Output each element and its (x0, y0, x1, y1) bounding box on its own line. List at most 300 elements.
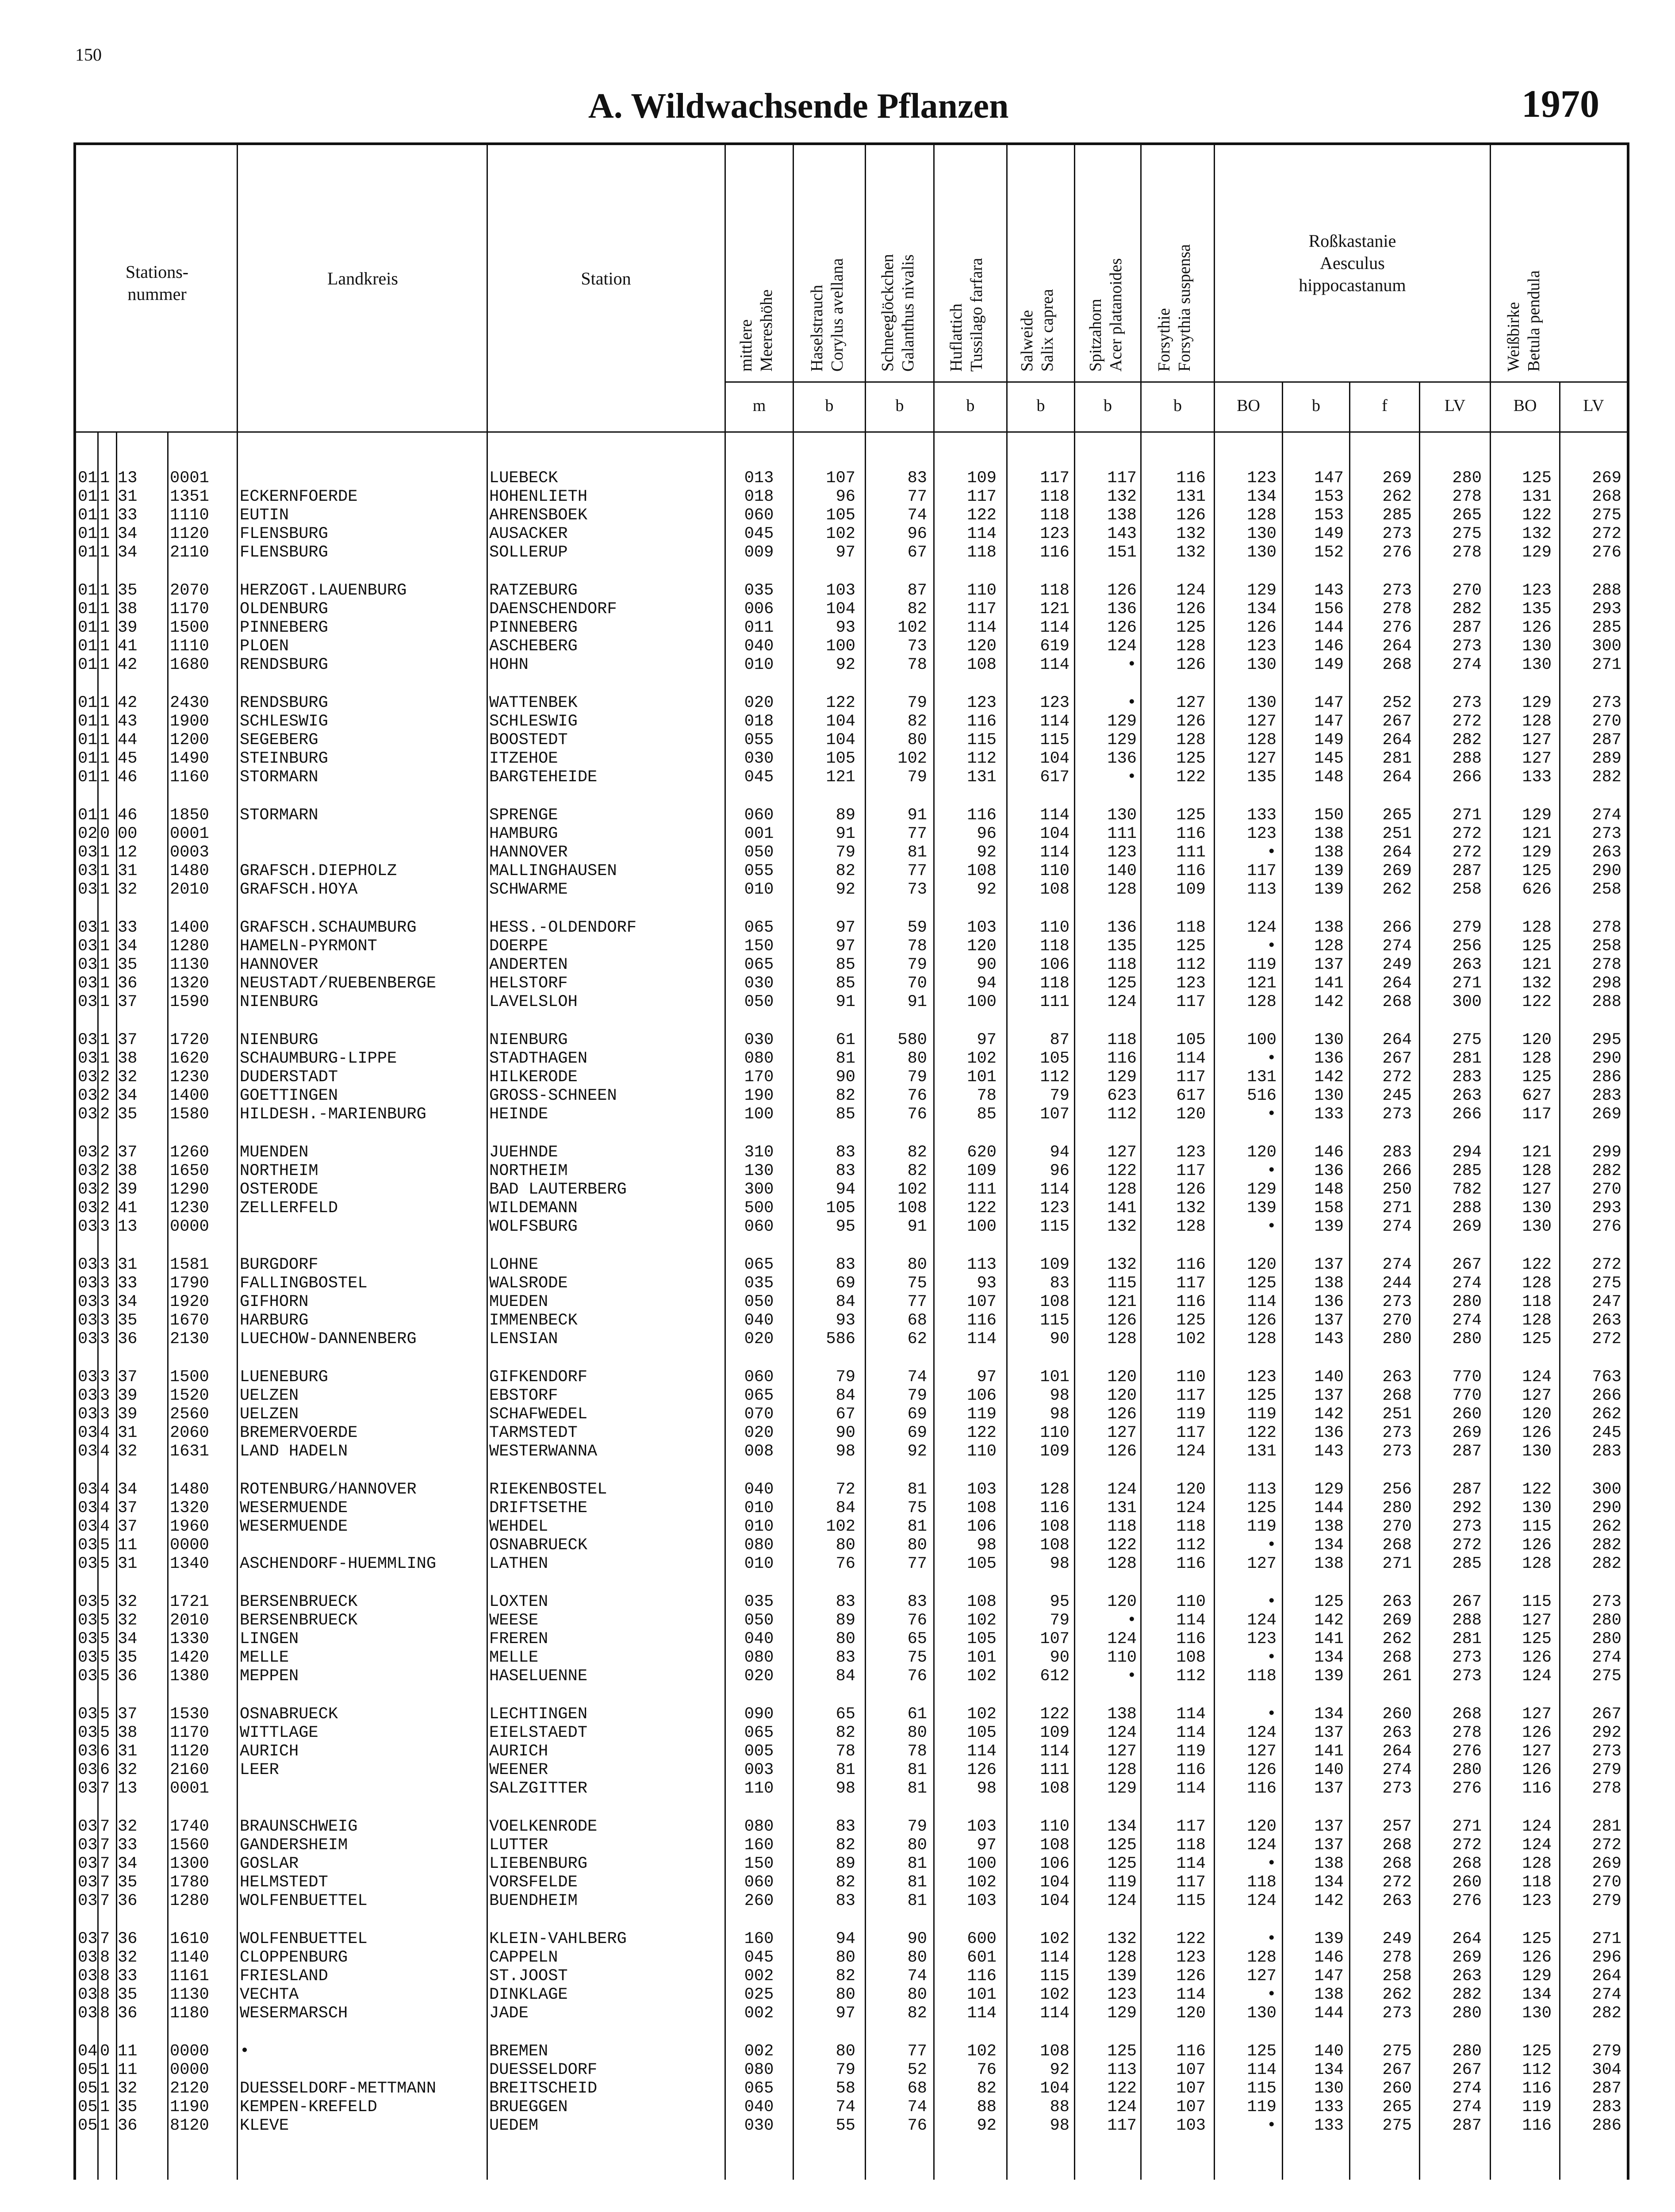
table-cell: 6 (100, 1761, 110, 1779)
table-cell: 77 (907, 862, 927, 880)
table-cell: HILKERODE (489, 1068, 578, 1087)
table-cell: 107 (967, 1293, 997, 1311)
table-cell: 129 (1107, 1779, 1137, 1798)
table-cell: 125 (1107, 974, 1137, 993)
table-cell: 274 (1382, 1217, 1412, 1236)
table-cell: 91 (836, 825, 855, 843)
table-cell: • (1266, 1162, 1276, 1180)
table-cell: 92 (977, 880, 997, 899)
table-cell: 134 (1314, 1536, 1344, 1555)
table-cell: EUTIN (240, 506, 289, 525)
table-cell: 110 (967, 581, 997, 600)
table-cell: 035 (744, 1593, 774, 1611)
table-cell: 97 (836, 937, 855, 956)
table-cell: 134 (1314, 1648, 1344, 1667)
table-cell: 106 (1040, 1855, 1069, 1873)
table-cell: 122 (1176, 768, 1206, 787)
table-cell: 83 (907, 1593, 927, 1611)
table-cell: 4 (100, 1499, 110, 1517)
table-cell: 84 (836, 1293, 855, 1311)
page-number: 150 (75, 45, 102, 65)
table-cell: 1920 (170, 1293, 209, 1311)
table-cell: 123 (1040, 525, 1069, 543)
table-cell: 127 (1522, 1742, 1552, 1761)
table-cell: 050 (744, 1293, 774, 1311)
table-cell: 39 (118, 1405, 138, 1424)
table-cell: 137 (1314, 1836, 1344, 1855)
table-cell: 98 (1050, 1386, 1069, 1405)
table-cell: 0001 (170, 825, 209, 843)
table-cell: LEER (240, 1761, 279, 1779)
table-cell: 8120 (170, 2116, 209, 2135)
table-cell: 262 (1382, 488, 1412, 506)
table-cell: 03 (78, 1442, 98, 1461)
table-cell: 144 (1314, 1499, 1344, 1517)
table-cell: 11 (118, 2061, 138, 2079)
table-cell: 124 (1107, 1724, 1137, 1742)
table-cell: 011 (744, 618, 774, 637)
table-cell: LOHNE (489, 1256, 539, 1274)
table-cell: WEENER (489, 1761, 548, 1779)
table-cell: 273 (1452, 1667, 1482, 1686)
table-cell: 035 (744, 1274, 774, 1293)
table-cell: 03 (78, 1817, 98, 1836)
unit-cell: LV (1583, 396, 1604, 415)
table-cell: 130 (1247, 2004, 1276, 2023)
table-cell: 264 (1592, 1967, 1621, 1985)
table-cell: 122 (1247, 1424, 1276, 1442)
table-cell: 265 (1452, 506, 1482, 525)
table-cell: 03 (78, 1424, 98, 1442)
table-cell: 76 (977, 2061, 997, 2079)
table-cell: 127 (1522, 1386, 1552, 1405)
table-cell: HOHN (489, 656, 529, 674)
table-cell: 59 (907, 918, 927, 937)
table-cell: 68 (907, 2079, 927, 2098)
table-cell: 763 (1592, 1368, 1621, 1386)
table-cell: 65 (836, 1705, 855, 1724)
table-cell: 119 (1247, 1517, 1276, 1536)
table-cell: • (1266, 1985, 1276, 2004)
table-cell: 002 (744, 2004, 774, 2023)
table-cell: FREREN (489, 1630, 548, 1648)
table-cell: 295 (1592, 1031, 1621, 1049)
table-cell: 125 (1176, 749, 1206, 768)
table-cell: 131 (1176, 488, 1206, 506)
table-cell: 1230 (170, 1199, 209, 1217)
table-cell: 272 (1592, 1836, 1621, 1855)
table-cell: 116 (1176, 469, 1206, 488)
table-cell: BRAUNSCHWEIG (240, 1817, 358, 1836)
table-cell: 281 (1592, 1817, 1621, 1836)
table-cell: DINKLAGE (489, 1985, 568, 2004)
table-cell: MELLE (240, 1648, 289, 1667)
table-cell: 126 (1522, 618, 1552, 637)
table-cell: 5 (100, 1593, 110, 1611)
table-cell: 80 (907, 1836, 927, 1855)
table-cell: 03 (78, 1480, 98, 1499)
table-cell: 80 (907, 1724, 927, 1742)
table-cell: 83 (836, 1648, 855, 1667)
table-cell: 107 (1176, 2061, 1206, 2079)
table-cell: 1 (100, 993, 110, 1011)
table-cell: 142 (1314, 1611, 1344, 1630)
table-cell: 76 (907, 1611, 927, 1630)
table-cell: BOOSTEDT (489, 731, 568, 749)
table-cell: 82 (907, 1143, 927, 1162)
table-cell: OSNABRUECK (240, 1705, 338, 1724)
table-cell: 03 (78, 1330, 98, 1348)
table-cell: 95 (1050, 1593, 1069, 1611)
table-cell: 136 (1107, 749, 1137, 768)
table-cell: 2 (100, 1105, 110, 1124)
table-cell: • (240, 2042, 250, 2061)
table-cell: 35 (118, 1648, 138, 1667)
table-cell: HELSTORF (489, 974, 568, 993)
table-cell: 83 (836, 1593, 855, 1611)
table-cell: 34 (118, 1087, 138, 1105)
table-cell: 265 (1382, 806, 1412, 825)
table-cell: TARMSTEDT (489, 1424, 578, 1442)
table-cell: 287 (1452, 2116, 1482, 2135)
table-cell: 009 (744, 543, 774, 562)
table-cell: 141 (1314, 974, 1344, 993)
table-cell: 44 (118, 731, 138, 749)
table-cell: 260 (1452, 1405, 1482, 1424)
table-cell: 065 (744, 956, 774, 974)
table-cell: 1 (100, 974, 110, 993)
table-cell: 107 (826, 469, 855, 488)
table-cell: 134 (1314, 1873, 1344, 1892)
table-cell: 37 (118, 1705, 138, 1724)
table-cell: 5 (100, 1667, 110, 1686)
table-cell: 123 (1247, 469, 1276, 488)
table-cell: 82 (836, 1873, 855, 1892)
table-cell: BERSENBRUECK (240, 1611, 358, 1630)
table-cell: 117 (1107, 469, 1137, 488)
table-cell: 128 (1522, 1274, 1552, 1293)
table-cell: 75 (907, 1648, 927, 1667)
table-cell: 262 (1592, 1405, 1621, 1424)
table-cell: OSNABRUECK (489, 1536, 588, 1555)
table-cell: 283 (1592, 1442, 1621, 1461)
table-cell: 117 (1176, 1873, 1206, 1892)
table-cell: 117 (967, 488, 997, 506)
table-cell: 262 (1592, 1517, 1621, 1536)
table-cell: 126 (1247, 618, 1276, 637)
table-cell: MELLE (489, 1648, 539, 1667)
table-cell: 111 (1107, 825, 1137, 843)
table-cell: 101 (967, 1648, 997, 1667)
table-cell: 103 (967, 1817, 997, 1836)
table-cell: 140 (1314, 1761, 1344, 1779)
table-cell: 281 (1452, 1049, 1482, 1068)
table-cell: AHRENSBOEK (489, 506, 588, 525)
table-cell: 130 (1314, 1031, 1344, 1049)
table-cell: OLDENBURG (240, 600, 328, 618)
table-cell: 109 (1040, 1256, 1069, 1274)
table-cell: 05 (78, 2116, 98, 2135)
table-cell: 34 (118, 937, 138, 956)
table-cell: 1 (100, 2098, 110, 2116)
table-cell: 500 (744, 1199, 774, 1217)
table-cell: 87 (907, 581, 927, 600)
table-cell: 1530 (170, 1705, 209, 1724)
table-cell: 1170 (170, 1724, 209, 1742)
table-cell: 1161 (170, 1967, 209, 1985)
table-cell: 114 (1247, 2061, 1276, 2079)
table-cell: 153 (1314, 506, 1344, 525)
table-cell: • (1266, 1930, 1276, 1948)
table-cell: 90 (977, 956, 997, 974)
table-cell: • (1127, 694, 1137, 712)
table-cell: 1130 (170, 956, 209, 974)
table-cell: LINGEN (240, 1630, 299, 1648)
table-cell: 92 (1050, 2061, 1069, 2079)
table-cell: 106 (1040, 956, 1069, 974)
table-cell: 129 (1247, 1180, 1276, 1199)
table-cell: 00 (118, 825, 138, 843)
table-cell: 1500 (170, 618, 209, 637)
table-cell: 76 (907, 2116, 927, 2135)
table-cell: 0 (100, 2042, 110, 2061)
col-divider (97, 431, 99, 2180)
table-cell: 01 (78, 731, 98, 749)
table-cell: 275 (1452, 1031, 1482, 1049)
table-cell: 110 (744, 1779, 774, 1798)
table-cell: 39 (118, 618, 138, 637)
table-cell: 266 (1592, 1386, 1621, 1405)
table-cell: 010 (744, 656, 774, 674)
table-cell: 1110 (170, 637, 209, 656)
table-cell: 1 (100, 937, 110, 956)
table-cell: 117 (1247, 862, 1276, 880)
table-cell: 108 (1040, 880, 1069, 899)
table-cell: 269 (1452, 1424, 1482, 1442)
table-cell: 285 (1452, 1162, 1482, 1180)
table-cell: 116 (1107, 1049, 1137, 1068)
table-cell: 1650 (170, 1162, 209, 1180)
table-cell: 121 (1522, 825, 1552, 843)
table-cell: 150 (744, 937, 774, 956)
table-cell: 76 (836, 1555, 855, 1573)
table-cell: 125 (1522, 1630, 1552, 1648)
table-cell: RENDSBURG (240, 694, 328, 712)
table-cell: 127 (1522, 1180, 1552, 1199)
table-cell: 3 (100, 1405, 110, 1424)
table-cell: 31 (118, 1424, 138, 1442)
table-cell: 78 (907, 1742, 927, 1761)
table-cell: 79 (907, 1068, 927, 1087)
table-cell: 87 (1050, 1031, 1069, 1049)
table-cell: 126 (1176, 656, 1206, 674)
table-cell: 617 (1040, 768, 1069, 787)
table-cell: 115 (967, 731, 997, 749)
table-cell: 275 (1592, 1667, 1621, 1686)
table-cell: 121 (1247, 974, 1276, 993)
table-cell: 1351 (170, 488, 209, 506)
table-cell: 82 (977, 2079, 997, 2098)
table-cell: 7 (100, 1873, 110, 1892)
table-cell: 108 (1040, 1779, 1069, 1798)
table-cell: 111 (1176, 843, 1206, 862)
table-cell: 83 (836, 1143, 855, 1162)
table-cell: 105 (1040, 1049, 1069, 1068)
table-cell: 03 (78, 1873, 98, 1892)
table-cell: 130 (1314, 2079, 1344, 2098)
table-cell: 124 (1247, 1836, 1276, 1855)
table-cell: 619 (1040, 637, 1069, 656)
table-cell: 040 (744, 1311, 774, 1330)
table-cell: 040 (744, 637, 774, 656)
table-cell: 065 (744, 1386, 774, 1405)
table-cell: 127 (1522, 1611, 1552, 1630)
table-cell: 126 (1247, 1761, 1276, 1779)
table-cell: 287 (1592, 731, 1621, 749)
table-cell: 112 (1176, 956, 1206, 974)
table-cell: 35 (118, 956, 138, 974)
table-cell: 020 (744, 694, 774, 712)
table-cell: 105 (967, 1630, 997, 1648)
table-cell: • (1266, 1855, 1276, 1873)
table-cell: 108 (897, 1199, 927, 1217)
table-cell: 2 (100, 1143, 110, 1162)
table-cell: 108 (1040, 1836, 1069, 1855)
table-cell: LUENEBURG (240, 1368, 328, 1386)
table-cell: EBSTORF (489, 1386, 558, 1405)
table-cell: BERSENBRUECK (240, 1593, 358, 1611)
table-cell: GRAFSCH.HOYA (240, 880, 358, 899)
table-cell: 1 (100, 581, 110, 600)
table-cell: 45 (118, 749, 138, 768)
table-cell: 266 (1382, 918, 1412, 937)
table-cell: 120 (1247, 1143, 1276, 1162)
table-cell: 33 (118, 1836, 138, 1855)
table-cell: 5 (100, 1611, 110, 1630)
table-cell: 01 (78, 749, 98, 768)
table-cell: 132 (1176, 1199, 1206, 1217)
table-cell: 102 (967, 1049, 997, 1068)
table-cell: 78 (977, 1087, 997, 1105)
table-cell: 146 (1314, 1948, 1344, 1967)
table-cell: 139 (1314, 1930, 1344, 1948)
table-cell: 38 (118, 600, 138, 618)
table-cell: 0 (100, 825, 110, 843)
table-cell: 263 (1452, 956, 1482, 974)
table-cell: 123 (1247, 1630, 1276, 1648)
table-cell: 1 (100, 712, 110, 731)
table-cell: 268 (1382, 1836, 1412, 1855)
table-cell: 045 (744, 525, 774, 543)
table-cell: 34 (118, 1855, 138, 1873)
table-cell: 36 (118, 974, 138, 993)
table-cell: 288 (1452, 1611, 1482, 1630)
table-cell: 91 (907, 1217, 927, 1236)
table-cell: 124 (1247, 1892, 1276, 1910)
table-cell: 109 (967, 469, 997, 488)
table-cell: • (1266, 937, 1276, 956)
table-cell: 1 (100, 525, 110, 543)
table-cell: 118 (1040, 581, 1069, 600)
table-cell: 126 (1107, 581, 1137, 600)
table-cell: 0000 (170, 1217, 209, 1236)
table-cell: 116 (967, 806, 997, 825)
table-cell: WESTERWANNA (489, 1442, 598, 1461)
table-cell: 116 (1176, 825, 1206, 843)
table-cell: 03 (78, 1779, 98, 1798)
table-cell: 38 (118, 1049, 138, 1068)
table-cell: 05 (78, 2061, 98, 2079)
table-cell: 263 (1382, 1892, 1412, 1910)
table-cell: 287 (1452, 618, 1482, 637)
table-cell: 102 (897, 749, 927, 768)
table-cell: 118 (1176, 1517, 1206, 1536)
table-cell: 124 (1247, 1724, 1276, 1742)
table-cell: 39 (118, 1386, 138, 1405)
table-cell: 273 (1382, 525, 1412, 543)
table-cell: 80 (907, 1049, 927, 1068)
table-cell: 100 (967, 1855, 997, 1873)
table-cell: 132 (1107, 1930, 1137, 1948)
table-cell: 170 (744, 1068, 774, 1087)
table-cell: 126 (1176, 1967, 1206, 1985)
table-cell: 126 (1176, 1180, 1206, 1199)
table-cell: 262 (1382, 1985, 1412, 2004)
table-cell: 126 (1522, 1424, 1552, 1442)
table-cell: 128 (1040, 1480, 1069, 1499)
table-cell: 104 (826, 731, 855, 749)
table-cell: 97 (836, 2004, 855, 2023)
table-cell: 114 (1176, 1049, 1206, 1068)
table-cell: 130 (1522, 656, 1552, 674)
table-cell: 131 (1522, 488, 1552, 506)
table-cell: SCHWARME (489, 880, 568, 899)
table-cell: 146 (1314, 1143, 1344, 1162)
table-cell: 139 (1314, 862, 1344, 880)
page-title: A. Wildwachsende Pflanzen (588, 87, 1009, 126)
table-cell: 136 (1107, 918, 1137, 937)
table-cell: 125 (1247, 2042, 1276, 2061)
table-cell: 282 (1452, 600, 1482, 618)
table-cell: 113 (1107, 2061, 1137, 2079)
table-cell: 97 (977, 1836, 997, 1855)
table-cell: 1590 (170, 993, 209, 1011)
table-cell: 130 (1247, 543, 1276, 562)
table-cell: 143 (1314, 1442, 1344, 1461)
table-cell: 268 (1382, 656, 1412, 674)
table-cell: 123 (1107, 843, 1137, 862)
table-cell: 124 (1107, 1480, 1137, 1499)
unit-cell: m (752, 396, 766, 415)
table-cell: 135 (1107, 937, 1137, 956)
table-cell: 03 (78, 918, 98, 937)
table-cell: 7 (100, 1779, 110, 1798)
table-cell: 128 (1247, 731, 1276, 749)
table-cell: 116 (1247, 1779, 1276, 1798)
table-cell: 123 (1522, 581, 1552, 600)
table-cell: 01 (78, 618, 98, 637)
table-cell: NIENBURG (240, 1031, 318, 1049)
table-cell: 67 (907, 543, 927, 562)
table-cell: 110 (1040, 1424, 1069, 1442)
table-cell: 34 (118, 1293, 138, 1311)
table-cell: 03 (78, 1648, 98, 1667)
table-cell: 080 (744, 1536, 774, 1555)
table-cell: 31 (118, 1256, 138, 1274)
table-cell: 125 (1247, 1499, 1276, 1517)
table-cell: 258 (1382, 1967, 1412, 1985)
table-cell: FALLINGBOSTEL (240, 1274, 368, 1293)
